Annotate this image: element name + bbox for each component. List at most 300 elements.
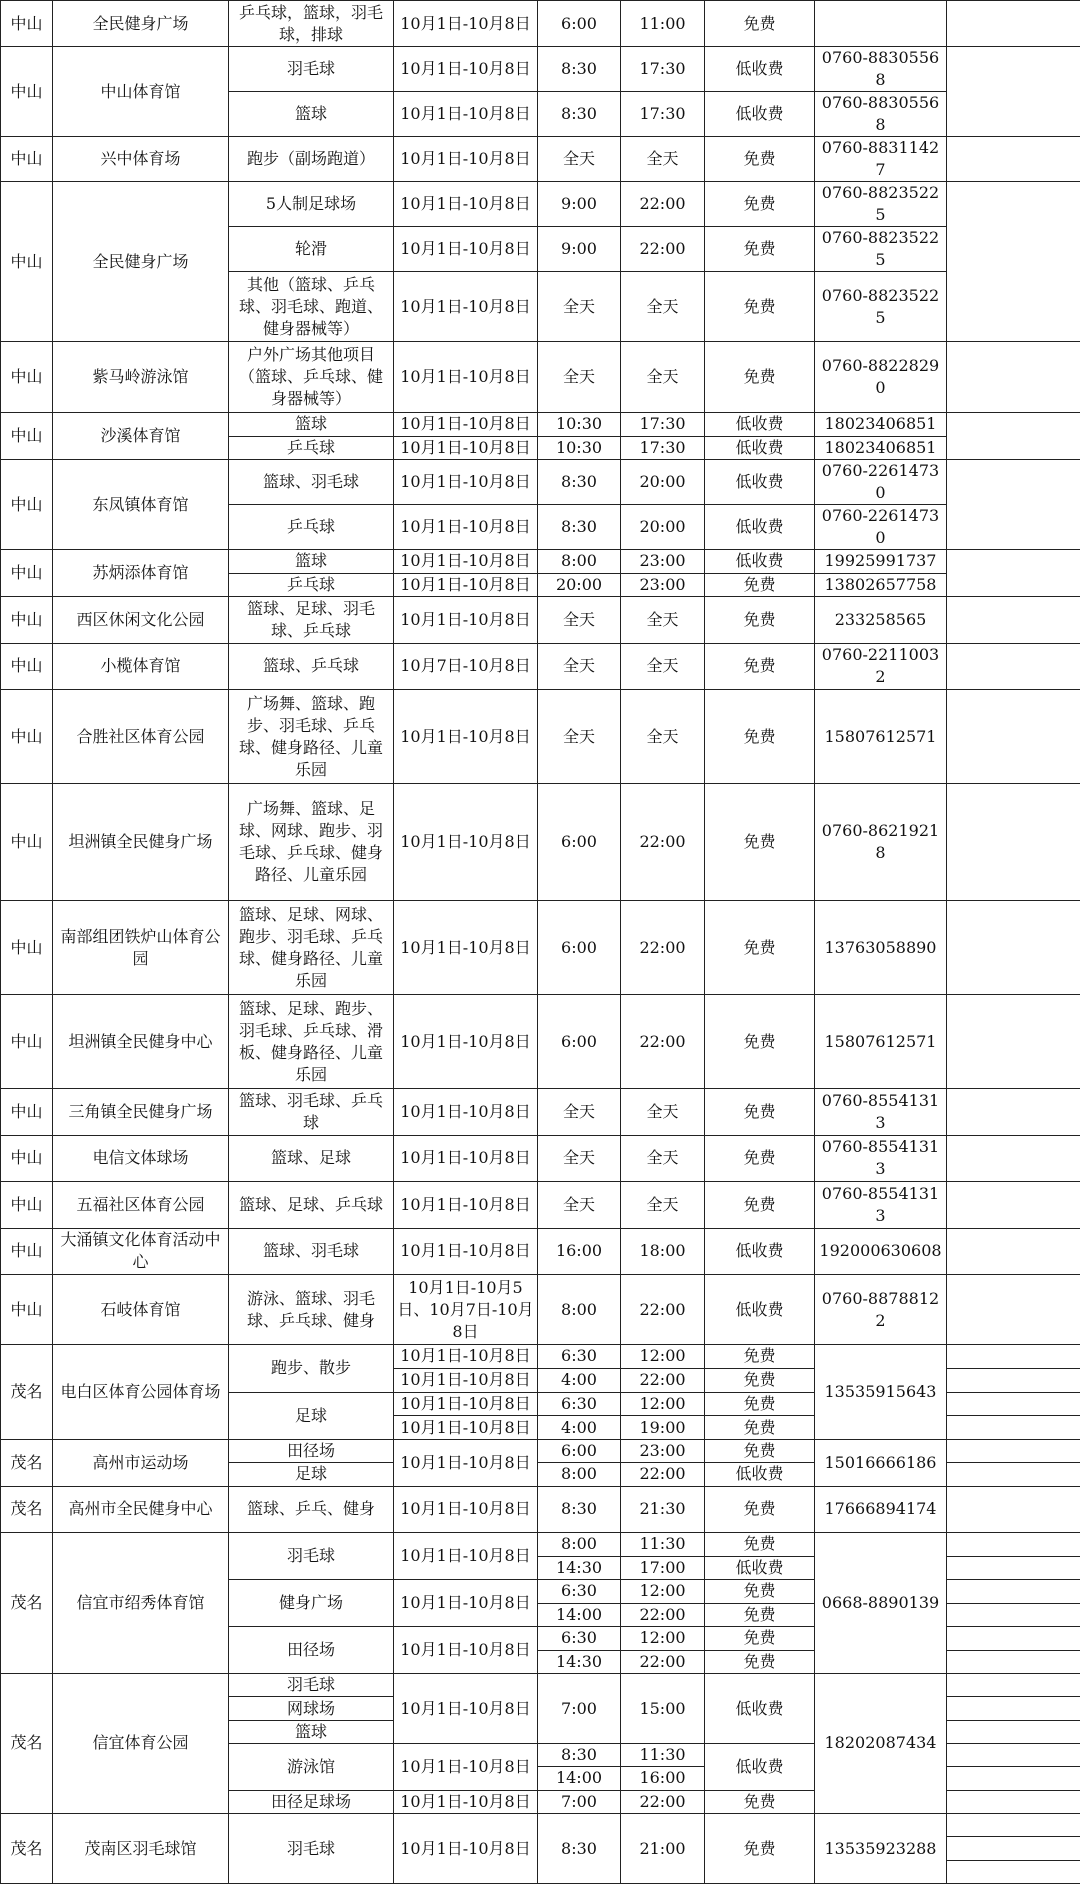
table-row [1,901,1080,995]
notes-cell [947,460,1080,550]
phone-cell: 0668-8890139 [815,1533,947,1674]
city-cell: 中山 [1,1275,53,1345]
close-time-cell: 全天 [621,643,705,690]
close-time-cell: 全天 [621,1135,705,1182]
close-time-cell: 22:00 [621,227,705,272]
notes-cell [947,182,1080,342]
open-time-cell: 全天 [538,272,621,342]
city-cell: 中山 [1,1135,53,1182]
table-row [1,550,1080,574]
notes-cell [947,901,1080,995]
fee-cell: 低收费 [705,1556,815,1580]
fee-cell: 免费 [705,137,815,182]
open-time-cell: 4:00 [538,1368,621,1392]
activity-cell: 足球 [229,1392,394,1440]
phone-cell: 15807612571 [815,690,947,784]
date-range-cell: 10月1日-10月8日 [394,1440,538,1486]
venue-cell: 茂南区羽毛球馆 [53,1813,229,1884]
venue-cell: 合胜社区体育公园 [53,690,229,784]
date-range-cell: 10月1日-10月8日 [394,1627,538,1674]
table-row [1,1089,1080,1136]
notes-cell [947,47,1080,137]
close-time-cell: 17:30 [621,92,705,137]
open-time-cell: 14:00 [538,1767,621,1790]
phone-cell: 0760-88311427 [815,137,947,182]
phone-cell [815,1,947,47]
open-time-cell: 6:30 [538,1392,621,1416]
open-time-cell: 9:00 [538,227,621,272]
activity-cell: 广场舞、篮球、跑步、羽毛球、乒乓球、健身路径、儿童乐园 [229,690,394,784]
close-time-cell: 全天 [621,690,705,784]
activity-cell: 跑步（副场跑道） [229,137,394,182]
close-time-cell: 11:00 [621,1,705,47]
city-cell: 茂名 [1,1813,53,1884]
table-row [1,413,1080,437]
open-time-cell: 全天 [538,137,621,182]
activity-cell: 篮球、乒乓球 [229,643,394,690]
close-time-cell: 22:00 [621,1275,705,1345]
notes-cell [947,1767,1080,1790]
phone-cell: 0760-22110032 [815,643,947,690]
city-cell: 中山 [1,1,53,47]
open-time-cell: 8:00 [538,1463,621,1486]
notes-cell [947,1392,1080,1416]
fee-cell: 免费 [705,690,815,784]
fee-cell: 低收费 [705,460,815,505]
open-time-cell: 8:30 [538,460,621,505]
close-time-cell: 23:00 [621,573,705,597]
fee-cell: 免费 [705,1627,815,1651]
fee-cell: 免费 [705,1580,815,1604]
date-range-cell: 10月1日-10月8日 [394,901,538,995]
close-time-cell: 17:00 [621,1556,705,1580]
city-cell: 中山 [1,995,53,1089]
venue-cell: 坦洲镇全民健身广场 [53,784,229,901]
fee-cell: 免费 [705,227,815,272]
activity-cell: 篮球 [229,92,394,137]
venue-cell: 坦洲镇全民健身中心 [53,995,229,1089]
fee-cell: 免费 [705,1089,815,1136]
phone-cell: 0760-85541313 [815,1135,947,1182]
phone-cell: 0760-88305568 [815,47,947,92]
table-row [1,643,1080,690]
venue-cell: 信宜市绍秀体育馆 [53,1533,229,1674]
fee-cell: 免费 [705,342,815,413]
open-time-cell: 8:00 [538,1533,621,1557]
activity-cell: 乒乓球 [229,573,394,597]
phone-cell: 0760-88235225 [815,182,947,227]
venue-cell: 小榄体育馆 [53,643,229,690]
notes-cell [947,1650,1080,1674]
table-row [1,690,1080,784]
fee-cell: 免费 [705,272,815,342]
activity-cell: 篮球、足球、网球、跑步、羽毛球、乒乓球、健身路径、儿童乐园 [229,901,394,995]
open-time-cell: 8:30 [538,47,621,92]
date-range-cell: 10月1日-10月8日 [394,597,538,644]
activity-cell: 田径场 [229,1440,394,1463]
close-time-cell: 20:00 [621,460,705,505]
open-time-cell: 14:00 [538,1603,621,1627]
notes-cell [947,550,1080,597]
close-time-cell: 21:30 [621,1486,705,1533]
city-cell: 中山 [1,643,53,690]
notes-cell [947,995,1080,1089]
fee-cell: 低收费 [705,92,815,137]
activity-cell: 跑步、散步 [229,1345,394,1393]
date-range-cell: 10月1日-10月8日 [394,1580,538,1627]
close-time-cell: 12:00 [621,1627,705,1651]
notes-cell [947,137,1080,182]
date-range-cell: 10月1日-10月8日 [394,47,538,92]
activity-cell: 羽毛球 [229,1533,394,1580]
date-range-cell: 10月1日-10月8日 [394,995,538,1089]
table-row [1,137,1080,182]
close-time-cell: 15:00 [621,1674,705,1744]
activity-cell: 乒乓球 [229,505,394,550]
fee-cell: 免费 [705,182,815,227]
date-range-cell: 10月1日-10月8日 [394,1790,538,1813]
open-time-cell: 全天 [538,690,621,784]
city-cell: 中山 [1,1182,53,1229]
venue-cell: 紫马岭游泳馆 [53,342,229,413]
close-time-cell: 22:00 [621,182,705,227]
date-range-cell: 10月1日-10月8日 [394,92,538,137]
date-range-cell: 10月1日-10月8日 [394,690,538,784]
date-range-cell: 10月1日-10月8日 [394,1,538,47]
date-range-cell: 10月1日-10月8日 [394,436,538,460]
table-row [1,1182,1080,1229]
close-time-cell: 22:00 [621,995,705,1089]
open-time-cell: 全天 [538,597,621,644]
date-range-cell: 10月1日-10月8日 [394,1135,538,1182]
date-range-cell: 10月7日-10月8日 [394,643,538,690]
open-time-cell: 20:00 [538,573,621,597]
notes-cell [947,1556,1080,1580]
fee-cell: 免费 [705,1813,815,1884]
close-time-cell: 17:30 [621,436,705,460]
close-time-cell: 16:00 [621,1767,705,1790]
close-time-cell: 22:00 [621,784,705,901]
fee-cell: 免费 [705,1440,815,1463]
activity-cell: 羽毛球 [229,1674,394,1697]
open-time-cell: 全天 [538,342,621,413]
close-time-cell: 全天 [621,342,705,413]
city-cell: 中山 [1,342,53,413]
date-range-cell: 10月1日-10月8日 [394,227,538,272]
fee-cell: 免费 [705,1,815,47]
date-range-cell: 10月1日-10月8日 [394,342,538,413]
city-cell: 中山 [1,1089,53,1136]
open-time-cell: 6:30 [538,1627,621,1651]
phone-cell: 18023406851 [815,413,947,437]
notes-cell [947,1275,1080,1345]
open-time-cell: 8:30 [538,1813,621,1884]
city-cell: 中山 [1,690,53,784]
date-range-cell: 10月1日-10月8日 [394,573,538,597]
date-range-cell: 10月1日-10月8日 [394,137,538,182]
close-time-cell: 22:00 [621,1463,705,1486]
city-cell: 中山 [1,137,53,182]
date-range-cell: 10月1日-10月8日 [394,182,538,227]
notes-cell [947,1533,1080,1557]
venue-cell: 南部组团铁炉山体育公园 [53,901,229,995]
phone-cell: 0760-85541313 [815,1089,947,1136]
fee-cell: 低收费 [705,1228,815,1275]
open-time-cell: 8:30 [538,92,621,137]
close-time-cell: 20:00 [621,505,705,550]
activity-cell: 游泳、篮球、羽毛球、乒乓球、健身 [229,1275,394,1345]
close-time-cell: 19:00 [621,1416,705,1440]
venue-cell: 苏炳添体育馆 [53,550,229,597]
activity-cell: 篮球、足球、乒乓球 [229,1182,394,1229]
city-cell: 中山 [1,901,53,995]
fee-cell: 免费 [705,1533,815,1557]
phone-cell: 0760-88228290 [815,342,947,413]
date-range-cell: 10月1日-10月8日 [394,1416,538,1440]
close-time-cell: 23:00 [621,550,705,574]
notes-cell [947,690,1080,784]
activity-cell: 篮球、足球、跑步、羽毛球、乒乓球、滑板、健身路径、儿童乐园 [229,995,394,1089]
fee-cell: 低收费 [705,413,815,437]
open-time-cell: 8:30 [538,1486,621,1533]
table-row [1,182,1080,227]
notes-cell [947,1627,1080,1651]
table-row [1,1674,1080,1697]
notes-cell [947,1,1080,47]
city-cell: 茂名 [1,1533,53,1674]
open-time-cell: 6:00 [538,995,621,1089]
fee-cell: 低收费 [705,505,815,550]
table-row [1,460,1080,505]
venue-cell: 全民健身广场 [53,182,229,342]
notes-cell [947,597,1080,644]
venue-cell: 电白区体育公园体育场 [53,1345,229,1440]
open-time-cell: 8:30 [538,505,621,550]
fee-cell: 低收费 [705,47,815,92]
close-time-cell: 11:30 [621,1533,705,1557]
close-time-cell: 17:30 [621,413,705,437]
notes-cell [947,1135,1080,1182]
activity-cell: 健身广场 [229,1580,394,1627]
activity-cell: 广场舞、篮球、足球、网球、跑步、羽毛球、乒乓球、健身路径、儿童乐园 [229,784,394,901]
venue-cell: 全民健身广场 [53,1,229,47]
phone-cell: 18023406851 [815,436,947,460]
date-range-cell: 10月1日-10月8日 [394,1533,538,1580]
city-cell: 中山 [1,47,53,137]
fee-cell: 免费 [705,597,815,644]
fee-cell: 低收费 [705,1275,815,1345]
notes-cell [947,342,1080,413]
open-time-cell: 全天 [538,1182,621,1229]
table-row [1,1533,1080,1557]
notes-cell [947,1416,1080,1440]
venue-cell: 高州市全民健身中心 [53,1486,229,1533]
date-range-cell: 10月1日-10月8日 [394,1392,538,1416]
close-time-cell: 全天 [621,1182,705,1229]
activity-cell: 篮球、足球 [229,1135,394,1182]
phone-cell: 13535915643 [815,1345,947,1440]
table-row [1,1486,1080,1533]
close-time-cell: 全天 [621,137,705,182]
fee-cell: 免费 [705,1650,815,1674]
date-range-cell: 10月1日-10月8日 [394,1813,538,1884]
date-range-cell: 10月1日-10月8日 [394,1743,538,1790]
fee-cell: 免费 [705,1135,815,1182]
fee-cell: 低收费 [705,1674,815,1744]
activity-cell: 羽毛球 [229,1813,394,1884]
phone-cell: 0760-88235225 [815,227,947,272]
notes-cell [947,1486,1080,1533]
city-cell: 茂名 [1,1486,53,1533]
close-time-cell: 22:00 [621,1790,705,1813]
phone-cell: 13802657758 [815,573,947,597]
notes-cell [947,1674,1080,1697]
close-time-cell: 22:00 [621,1368,705,1392]
notes-cell [947,1368,1080,1392]
city-cell: 茂名 [1,1674,53,1814]
table-row [1,1135,1080,1182]
notes-cell [947,1182,1080,1229]
phone-cell: 15016666186 [815,1440,947,1486]
date-range-cell: 10月1日-10月8日 [394,460,538,505]
date-range-cell: 10月1日-10月8日 [394,1345,538,1369]
close-time-cell: 17:30 [621,47,705,92]
table-row [1,784,1080,901]
phone-cell: 13535923288 [815,1813,947,1884]
city-cell: 中山 [1,460,53,550]
fee-cell: 免费 [705,1368,815,1392]
activity-cell: 篮球 [229,1720,394,1743]
venue-cell: 三角镇全民健身广场 [53,1089,229,1136]
fee-cell: 免费 [705,643,815,690]
notes-cell [947,1837,1080,1861]
date-range-cell: 10月1日-10月8日 [394,505,538,550]
table-row [1,1440,1080,1463]
activity-cell: 田径足球场 [229,1790,394,1813]
close-time-cell: 18:00 [621,1228,705,1275]
fee-cell: 免费 [705,995,815,1089]
open-time-cell: 7:00 [538,1790,621,1813]
close-time-cell: 22:00 [621,1650,705,1674]
open-time-cell: 7:00 [538,1674,621,1744]
notes-cell [947,784,1080,901]
open-time-cell: 9:00 [538,182,621,227]
table-row [1,47,1080,92]
close-time-cell: 23:00 [621,1440,705,1463]
close-time-cell: 全天 [621,597,705,644]
activity-cell: 篮球、羽毛球 [229,1228,394,1275]
phone-cell: 0760-88235225 [815,272,947,342]
table-row [1,995,1080,1089]
venue-cell: 石岐体育馆 [53,1275,229,1345]
city-cell: 中山 [1,182,53,342]
table-row [1,1813,1080,1837]
close-time-cell: 22:00 [621,1603,705,1627]
fee-cell: 低收费 [705,1743,815,1790]
date-range-cell: 10月1日-10月8日 [394,413,538,437]
fee-cell: 免费 [705,1603,815,1627]
open-time-cell: 8:30 [538,1743,621,1766]
notes-cell [947,1860,1080,1884]
notes-cell [947,1463,1080,1486]
fee-cell: 免费 [705,1416,815,1440]
date-range-cell: 10月1日-10月8日 [394,1089,538,1136]
city-cell: 中山 [1,413,53,460]
activity-cell: 乒乓球 [229,436,394,460]
fee-cell: 免费 [705,1486,815,1533]
phone-cell: 19925991737 [815,550,947,574]
phone-cell: 13763058890 [815,901,947,995]
close-time-cell: 11:30 [621,1743,705,1766]
activity-cell: 5人制足球场 [229,182,394,227]
open-time-cell: 14:30 [538,1556,621,1580]
open-time-cell: 6:00 [538,901,621,995]
open-time-cell: 16:00 [538,1228,621,1275]
venue-cell: 兴中体育场 [53,137,229,182]
open-time-cell: 全天 [538,1135,621,1182]
venue-cell: 大涌镇文化体育活动中心 [53,1228,229,1275]
venue-cell: 沙溪体育馆 [53,413,229,460]
activity-cell: 足球 [229,1463,394,1486]
activity-cell: 篮球、羽毛球、乒乓球 [229,1089,394,1136]
activity-cell: 篮球、羽毛球 [229,460,394,505]
notes-cell [947,1790,1080,1813]
activity-cell: 网球场 [229,1697,394,1720]
open-time-cell: 10:30 [538,436,621,460]
table-row [1,1345,1080,1369]
fee-cell: 免费 [705,1345,815,1369]
phone-cell: 0760-88788122 [815,1275,947,1345]
phone-cell: 192000630608 [815,1228,947,1275]
open-time-cell: 6:00 [538,1440,621,1463]
city-cell: 中山 [1,1228,53,1275]
city-cell: 茂名 [1,1345,53,1440]
notes-cell [947,1440,1080,1463]
table-row [1,1228,1080,1275]
open-time-cell: 全天 [538,643,621,690]
notes-cell [947,1580,1080,1604]
venue-cell: 电信文体球场 [53,1135,229,1182]
activity-cell: 篮球、乒乓、健身 [229,1486,394,1533]
venue-cell: 西区休闲文化公园 [53,597,229,644]
activity-cell: 田径场 [229,1627,394,1674]
table-body [1,1,1080,1884]
notes-cell [947,1720,1080,1743]
open-time-cell: 14:30 [538,1650,621,1674]
date-range-cell: 10月1日-10月8日 [394,272,538,342]
activity-cell: 羽毛球 [229,47,394,92]
notes-cell [947,1697,1080,1720]
fee-cell: 低收费 [705,1463,815,1486]
phone-cell: 17666894174 [815,1486,947,1533]
activity-cell: 户外广场其他项目（篮球、乒乓球、健身器械等） [229,342,394,413]
phone-cell: 233258565 [815,597,947,644]
date-range-cell: 10月1日-10月8日 [394,1674,538,1744]
notes-cell [947,1743,1080,1766]
table-row [1,1,1080,47]
notes-cell [947,1228,1080,1275]
open-time-cell: 8:00 [538,550,621,574]
open-time-cell: 6:00 [538,1,621,47]
open-time-cell: 全天 [538,1089,621,1136]
table-row [1,342,1080,413]
date-range-cell: 10月1日-10月5日、10月7日-10月8日 [394,1275,538,1345]
city-cell: 中山 [1,597,53,644]
notes-cell [947,1089,1080,1136]
notes-cell [947,1345,1080,1369]
open-time-cell: 6:30 [538,1345,621,1369]
phone-cell: 15807612571 [815,995,947,1089]
